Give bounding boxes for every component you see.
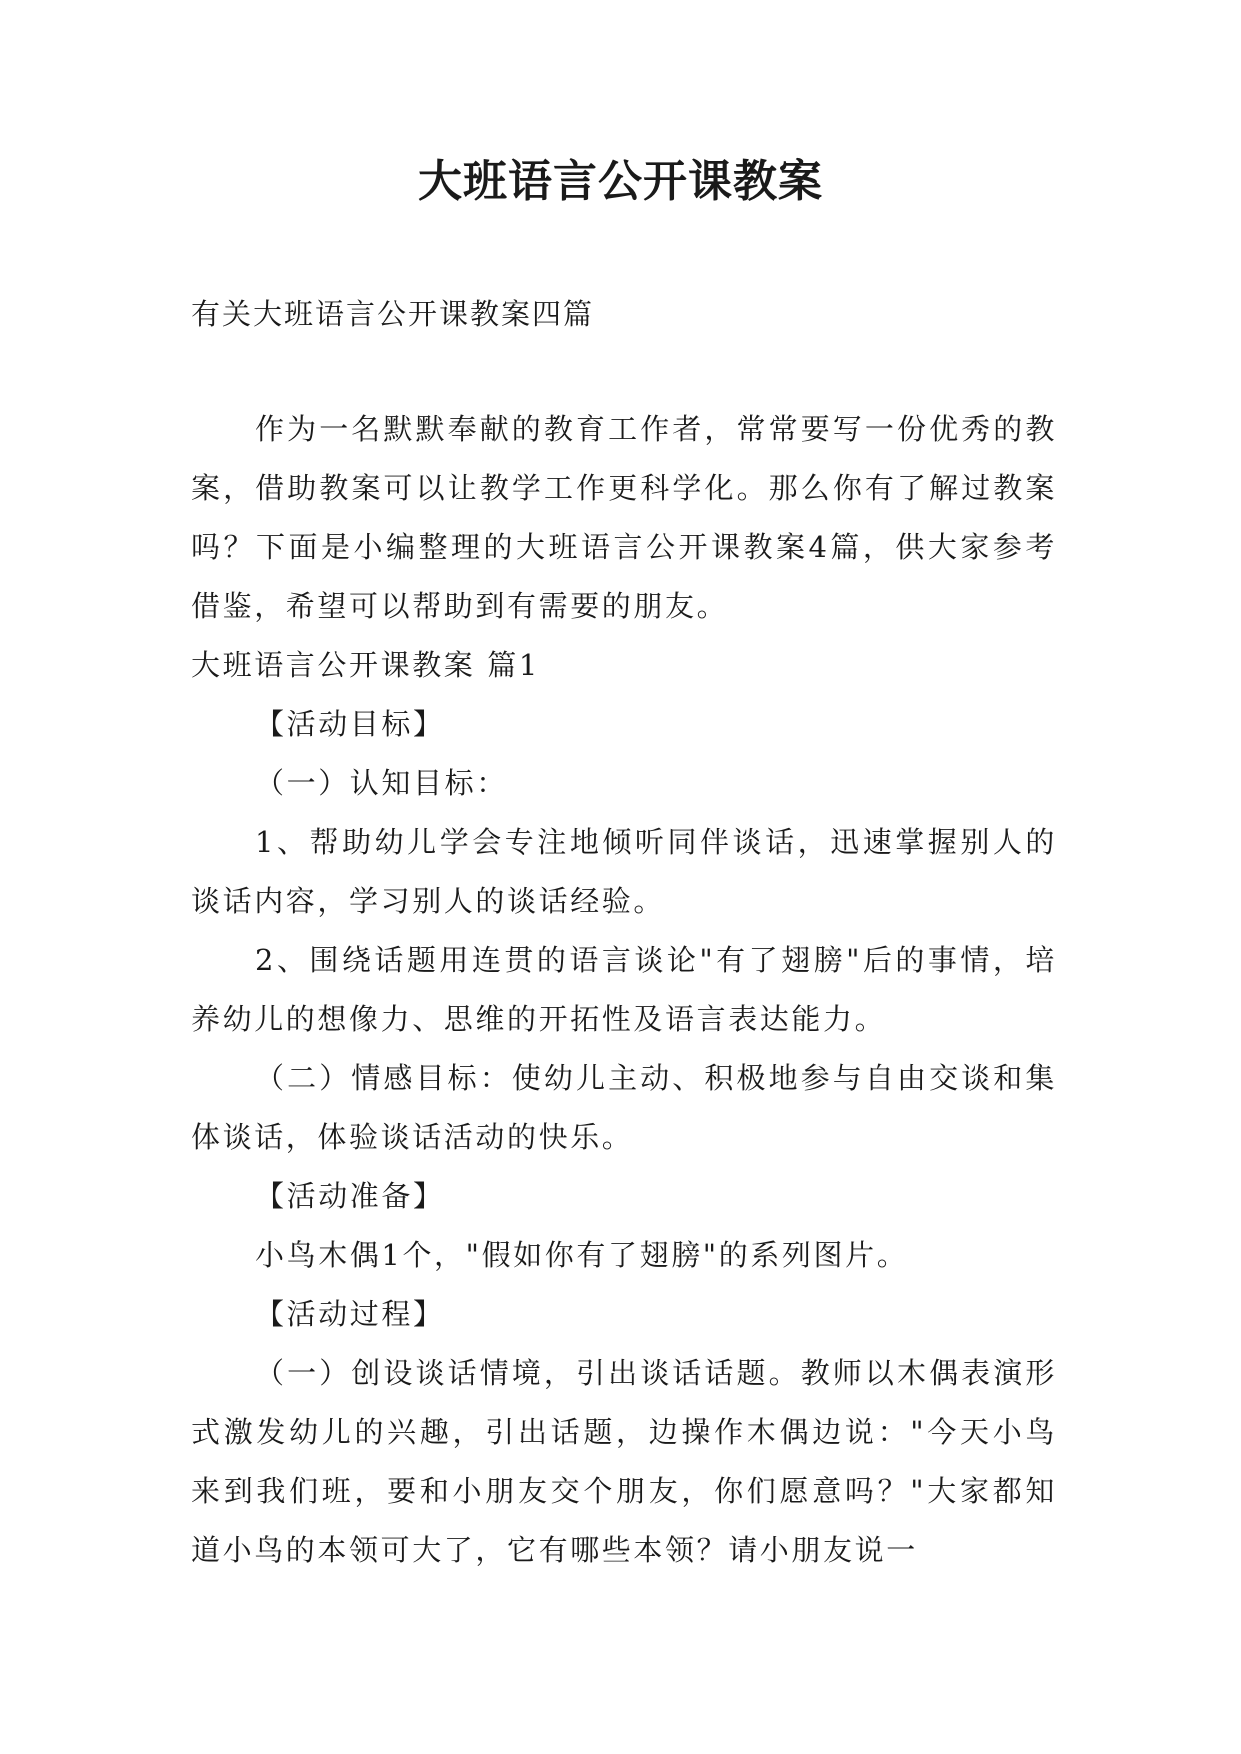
- activity-preparation-heading: 【活动准备】: [255, 1179, 445, 1213]
- activity-goals-heading: 【活动目标】: [255, 707, 445, 741]
- section-heading-part-1: 大班语言公开课教案 篇1: [191, 648, 540, 682]
- preparation-materials: 小鸟木偶1个，"假如你有了翅膀"的系列图片。: [255, 1238, 909, 1272]
- goal-item-1: 1、帮助幼儿学会专注地倾听同伴谈话，迅速掌握别人的谈话内容，学习别人的谈话经验。: [191, 825, 1057, 918]
- cognitive-goals-heading: （一）认知目标：: [255, 766, 508, 800]
- intro-paragraph: 作为一名默默奉献的教育工作者，常常要写一份优秀的教案，借助教案可以让教学工作更科学化。那么你有了解过教案吗？下面是小编整理的大班语言公开课教案4篇，供大家参考借鉴，希望可以帮助到有需要的朋友。: [191, 412, 1057, 623]
- emotional-goals-paragraph: （二）情感目标：使幼儿主动、积极地参与自由交谈和集体谈话，体验谈话活动的快乐。: [191, 1061, 1057, 1154]
- activity-process-heading: 【活动过程】: [255, 1297, 445, 1331]
- document-title: 大班语言公开课教案: [418, 156, 823, 207]
- document-body: [191, 400, 1057, 1580]
- goal-item-2: 2、围绕话题用连贯的语言谈论"有了翅膀"后的事情，培养幼儿的想像力、思维的开拓性及语言表达能力。: [191, 943, 1057, 1036]
- process-step-1: （一）创设谈话情境，引出谈话话题。教师以木偶表演形式激发幼儿的兴趣，引出话题，边操作木偶边说："今天小鸟来到我们班，要和小朋友交个朋友，你们愿意吗？"大家都知道小鸟的本领可大了，它有哪些本领？请小朋友说一: [191, 1356, 1057, 1567]
- document-subtitle: 有关大班语言公开课教案四篇: [191, 297, 595, 331]
